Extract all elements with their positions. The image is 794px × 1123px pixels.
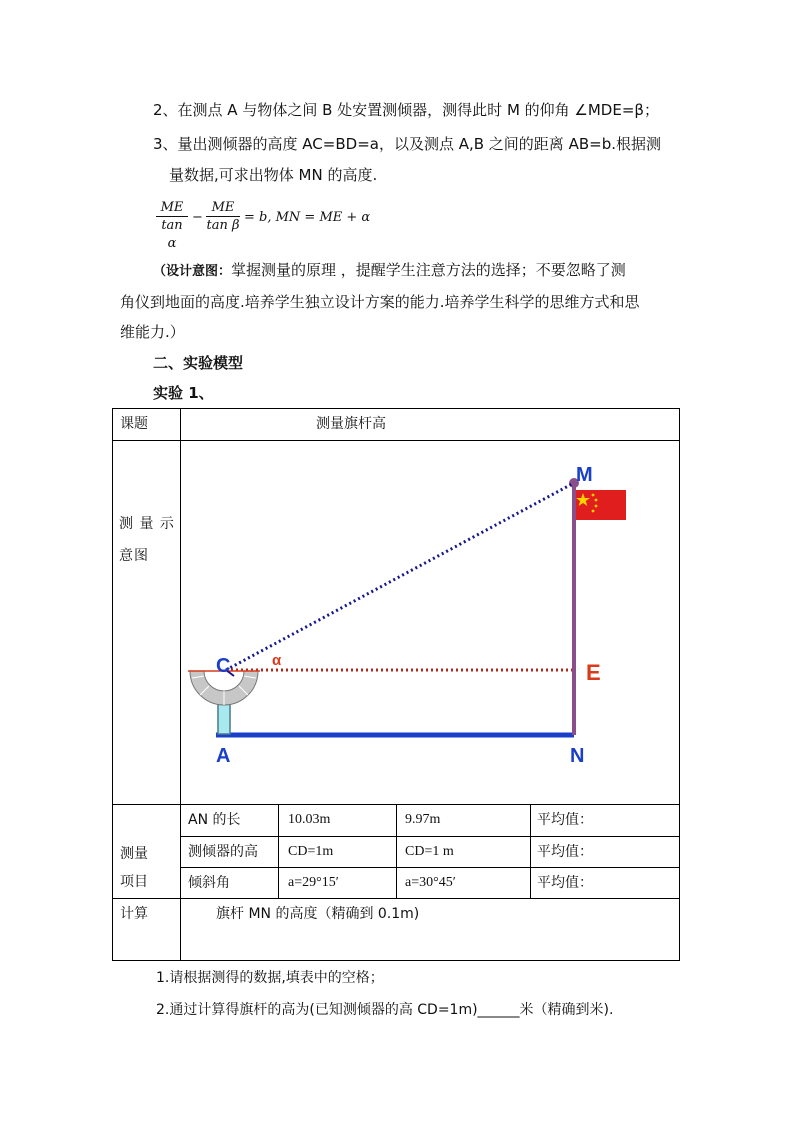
- row3-value2: a=30°45′: [405, 875, 456, 890]
- calc-label: 计算: [120, 906, 148, 922]
- formula-denominator-1: tan α: [161, 218, 183, 251]
- label-A: A: [216, 745, 231, 767]
- formula-minus: −: [192, 210, 203, 225]
- design-intent-line2: 角仪到地面的高度.培养学生独立设计方案的能力.培养学生科学的思维方式和思: [120, 293, 640, 311]
- step2-text: 2、在测点 A 与物体之间 B 处安置测倾器，测得此时 M 的仰角 ∠MDE=β；: [153, 101, 659, 119]
- topic-value: 测量旗杆高: [316, 416, 386, 432]
- topic-label: 课题: [120, 416, 148, 432]
- question-1: 1.请根据测得的数据,填表中的空格；: [156, 970, 384, 986]
- design-intent-text1: 掌握测量的原理 ，提醒学生注意方法的选择；不要忽略了测: [231, 261, 626, 279]
- row1-value1: 10.03m: [288, 812, 331, 827]
- design-intent-line1: [153, 260, 626, 282]
- flag-star-small-3: [595, 505, 598, 508]
- formula-denominator-2: tan β: [206, 218, 240, 233]
- design-intent-label: （设计意图：: [153, 264, 232, 279]
- step3-text-line1: 3、量出测倾器的高度 AC=BD=a，以及测点 A,B 之间的距离 AB=b.根据测: [153, 135, 661, 153]
- label-alpha: α: [272, 652, 282, 669]
- flag-star-small-4: [592, 510, 595, 513]
- calc-value: 旗杆 MN 的高度（精确到 0.1m): [216, 906, 420, 922]
- measurement-diagram: [112, 408, 680, 804]
- formula-numerator-2: ME: [206, 200, 240, 217]
- label-N: N: [570, 745, 585, 767]
- section-heading: 二、实验模型: [153, 354, 244, 372]
- label-M: M: [576, 464, 593, 486]
- row3-value1: a=29°15′: [288, 875, 339, 890]
- sight-line-CM: [226, 484, 572, 670]
- row3-average: 平均值：: [537, 875, 593, 891]
- row2-value2: CD=1 m: [405, 844, 454, 859]
- question-2: 2.通过计算得旗杆的高为(已知测倾器的高 CD=1m)______米（精确到米).: [156, 1002, 614, 1018]
- row2-name: 测倾器的高: [188, 844, 258, 860]
- flag-star-small-2: [595, 499, 598, 502]
- instrument-stand: [218, 704, 230, 734]
- design-intent-line3: 维能力.）: [120, 323, 185, 341]
- row3-name: 倾斜角: [188, 875, 230, 891]
- flag-star-small-1: [592, 494, 595, 497]
- measure-items-label: 测量项目: [120, 846, 148, 890]
- experiment-table: [112, 408, 680, 961]
- experiment-heading: 实验 1、: [153, 384, 214, 402]
- label-C: C: [216, 655, 231, 677]
- row1-value2: 9.97m: [405, 812, 441, 827]
- formula-rest: = b, MN = ME + α: [244, 210, 371, 225]
- diagram-label: 测 量 示 意图: [119, 516, 175, 564]
- row1-average: 平均值：: [537, 812, 593, 828]
- row2-average: 平均值：: [537, 844, 593, 860]
- formula-numerator-1: ME: [156, 200, 188, 217]
- row2-value1: CD=1m: [288, 844, 334, 859]
- step3-text-line2: 量数据,可求出物体 MN 的高度.: [169, 166, 378, 184]
- row1-name: AN 的长: [188, 812, 241, 828]
- label-E: E: [586, 660, 601, 685]
